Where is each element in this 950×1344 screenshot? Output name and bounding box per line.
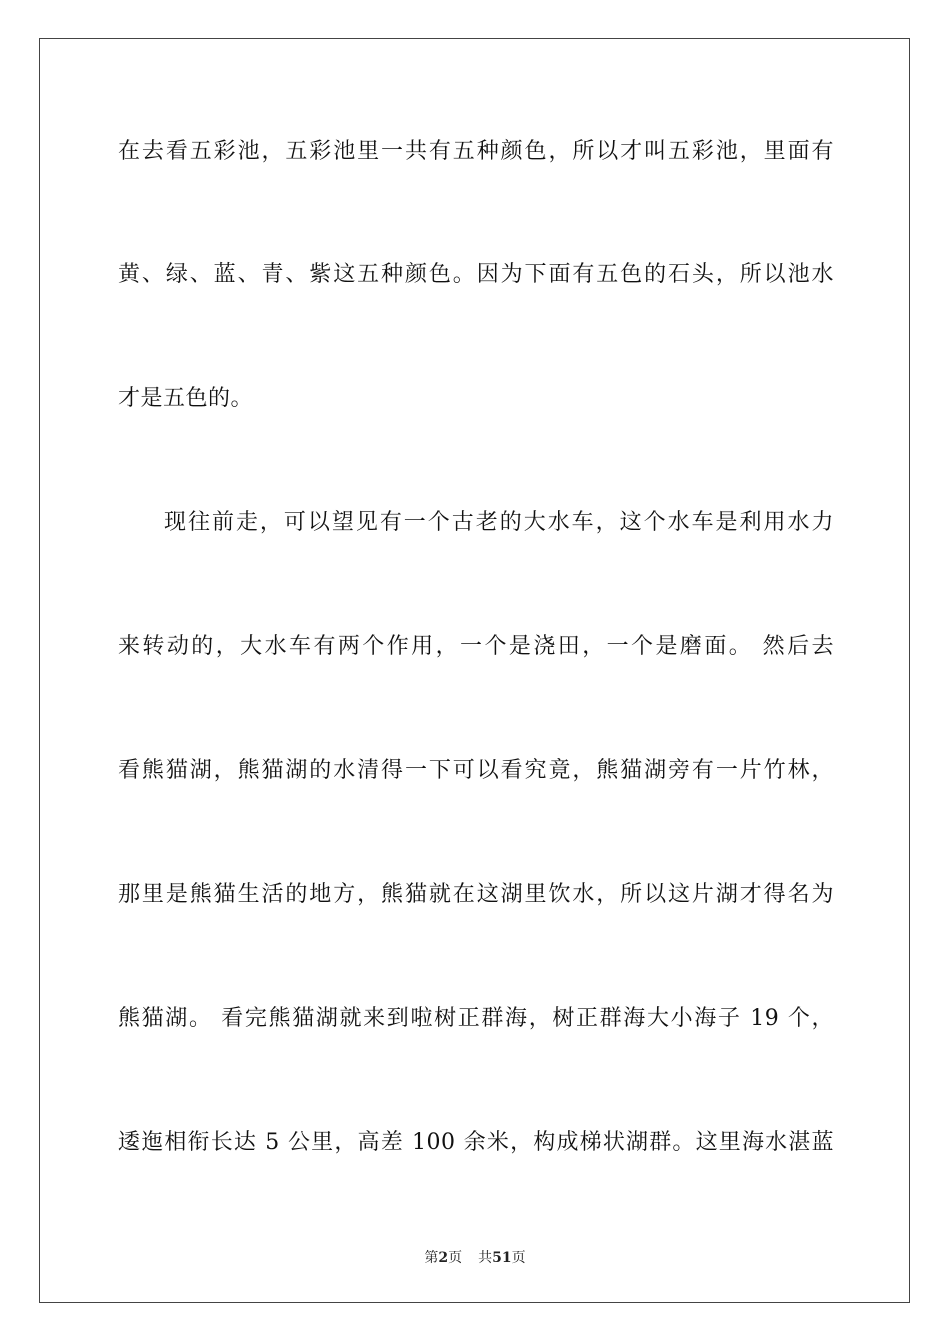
footer-total-suffix: 页 (511, 1250, 526, 1266)
text-line-3: 才是五色的。 (118, 386, 254, 411)
page-footer (0, 1248, 950, 1268)
text-line-5: 来转动的，大水车有两个作用，一个是浇田，一个是磨面。 然后去 (118, 634, 834, 659)
footer-page-current: 2 (438, 1250, 449, 1266)
text-line-4: 现往前走，可以望见有一个古老的大水车，这个水车是利用水力 (164, 510, 834, 535)
footer-page-suffix: 页 (448, 1250, 463, 1266)
footer-page-total: 51 (492, 1250, 512, 1266)
text-line-7: 那里是熊猫生活的地方，熊猫就在这湖里饮水，所以这片湖才得名为 (118, 882, 834, 907)
text-line-1: 在去看五彩池，五彩池里一共有五种颜色，所以才叫五彩池，里面有 (118, 139, 834, 164)
text-line-9: 逶迤相衔长达 5 公里，高差 100 余米，构成梯状湖群。这里海水湛蓝 (118, 1130, 834, 1155)
text-line-2: 黄、绿、蓝、青、紫这五种颜色。因为下面有五色的石头，所以池水 (118, 262, 834, 287)
footer-page-prefix: 第 (424, 1250, 439, 1266)
page-border (39, 38, 910, 1303)
text-line-6: 看熊猫湖，熊猫湖的水清得一下可以看究竟，熊猫湖旁有一片竹林， (118, 758, 834, 783)
footer-total-prefix: 共 (478, 1250, 493, 1266)
text-line-8: 熊猫湖。 看完熊猫湖就来到啦树正群海，树正群海大小海子 19 个， (118, 1006, 834, 1031)
